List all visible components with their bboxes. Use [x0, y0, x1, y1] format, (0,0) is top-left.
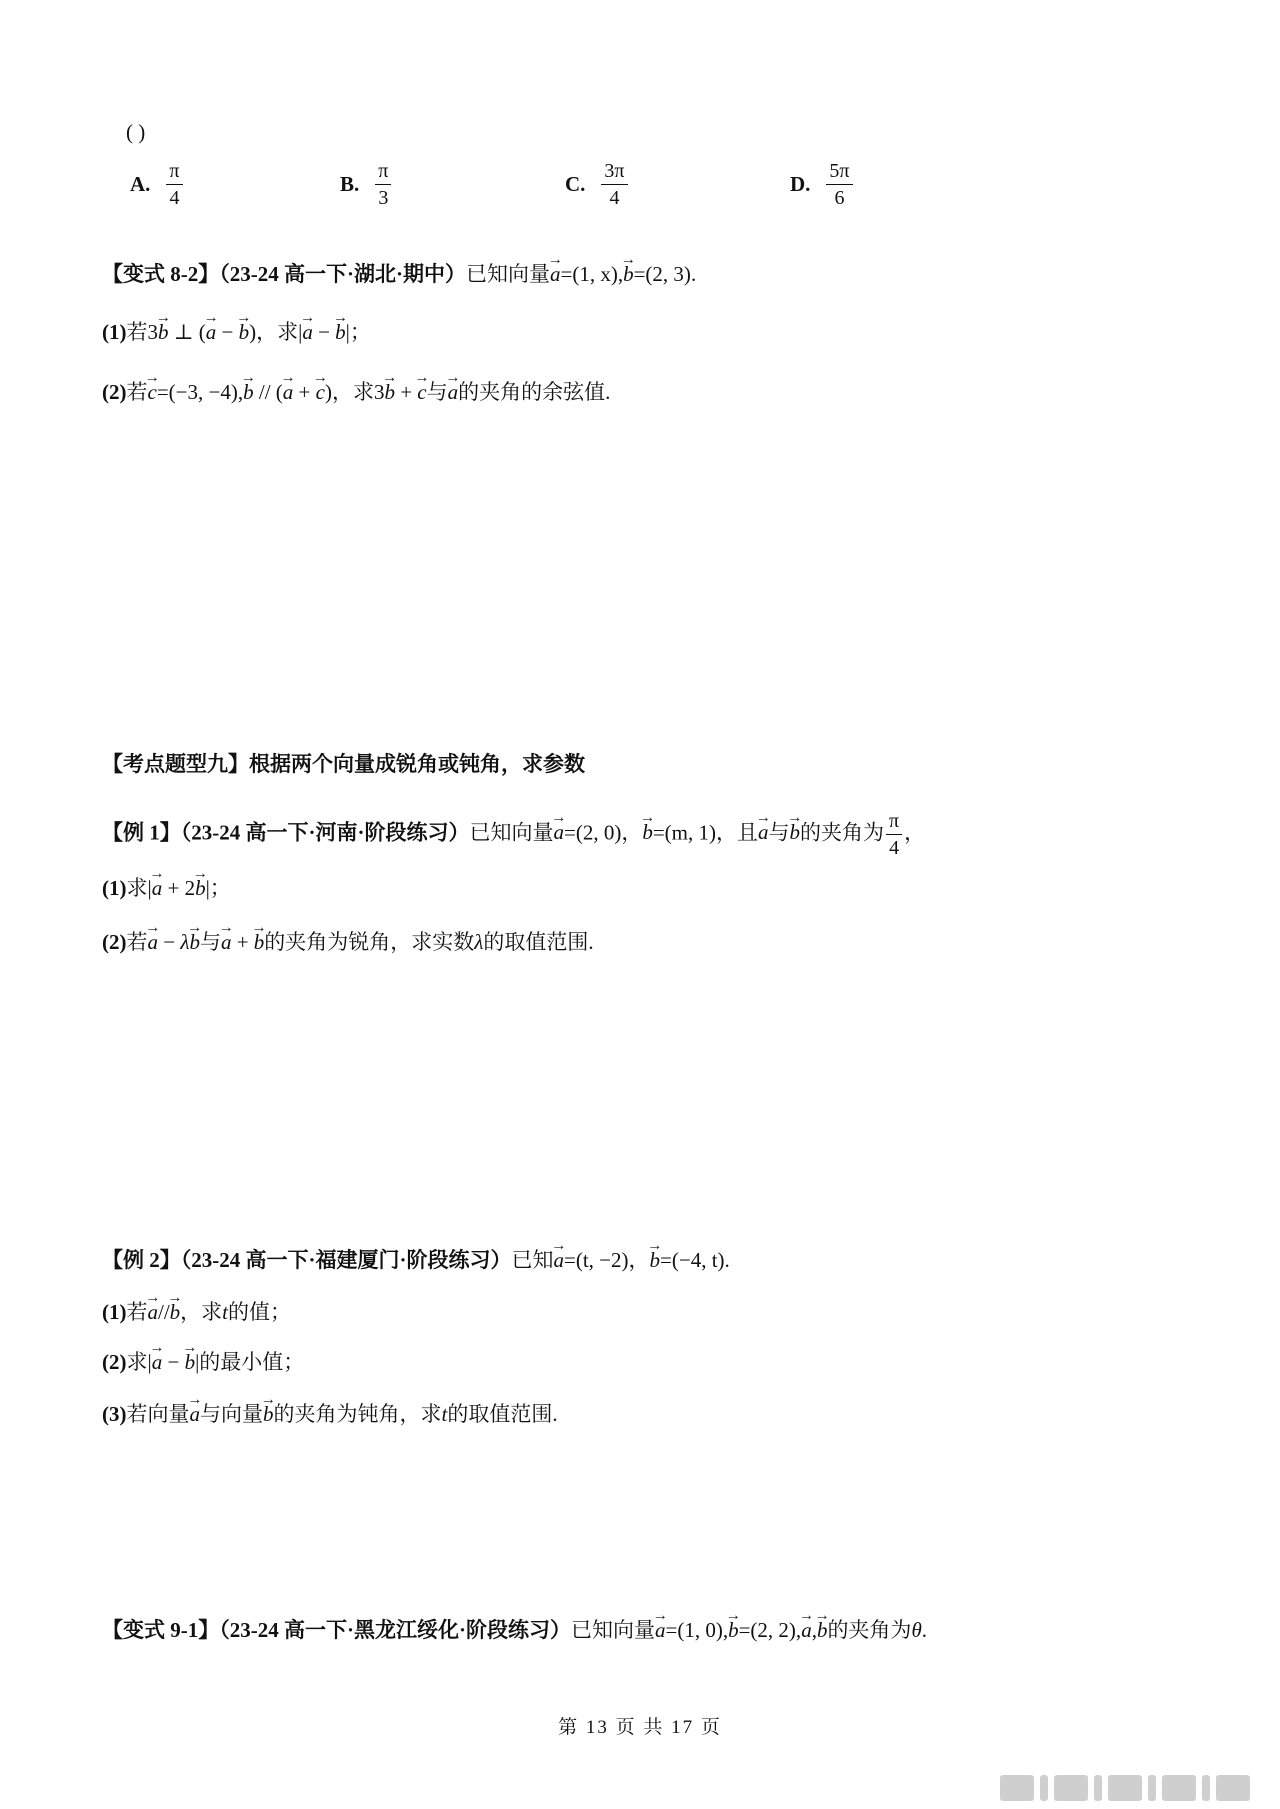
example-2-q3: (3)若向量→ a与向量→ b的夹角为钝角，求t的取值范围.	[102, 1402, 558, 1427]
page-footer: 第 13 页 共 17 页	[558, 1717, 722, 1738]
example-2-q2: (2)求|→ a − → b|的最小值；	[102, 1350, 304, 1375]
watermark-bar	[1000, 1773, 1255, 1803]
answer-paren: ( )	[126, 120, 146, 144]
choice-fraction: $\frac{5\pi}{6}$	[826, 160, 852, 209]
example-1-q1: (1)求|→ a + 2→ b|；	[102, 876, 231, 901]
example-2-heading: 【例 2】（23-24 高一下·福建厦门·阶段练习）已知→ a=(t, −2)，→ b=(−4, t).	[102, 1248, 730, 1273]
choice-fraction: $\frac{3\pi}{4}$	[601, 160, 627, 209]
choice-fraction: $\frac{\pi}{3}$	[375, 160, 391, 209]
choice-label: C.	[565, 172, 586, 196]
example-2-q1: (1)若→ a//→ b，求t的值；	[102, 1300, 291, 1325]
variant-8-2-q1: (1)若3→ b ⊥ (→ a − → b)，求|→ a − → b|；	[102, 320, 371, 345]
choice-d[interactable]	[790, 160, 855, 209]
choice-c[interactable]	[565, 160, 630, 209]
variant-9-1-heading: 【变式 9-1】（23-24 高一下·黑龙江绥化·阶段练习）已知向量→ a=(1, 0),→ b=(2, 2),→ a,→ b的夹角为θ.	[102, 1618, 927, 1643]
variant-8-2-heading: 【变式 8-2】（23-24 高一下·湖北·期中）已知向量→ a=(1, x),→ b=(2, 3).	[102, 262, 696, 287]
choice-label: D.	[790, 172, 811, 196]
section-title: 【考点题型九】根据两个向量成锐角或钝角，求参数	[102, 752, 585, 776]
choice-a[interactable]	[130, 160, 185, 209]
example-1-q2: (2)若→ a − λ→ b与→ a + → b的夹角为锐角，求实数λ的取值范围.	[102, 930, 594, 955]
choice-fraction: $\frac{\pi}{4}$	[166, 160, 182, 209]
choice-label: B.	[340, 172, 360, 196]
example-1-heading: 【例 1】（23-24 高一下·河南·阶段练习）已知向量→ a=(2, 0)，→ b=(m, 1)，且→ a与→ b的夹角为 $\frac{\pi}{4}$ ，	[102, 810, 925, 859]
choice-b[interactable]	[340, 160, 393, 209]
variant-8-2-q2: (2)若→ c=(−3, −4),→ b // (→ a + → c)，求3→ b + → c与→ a的夹角的余弦值.	[102, 380, 610, 405]
choice-label: A.	[130, 172, 151, 196]
